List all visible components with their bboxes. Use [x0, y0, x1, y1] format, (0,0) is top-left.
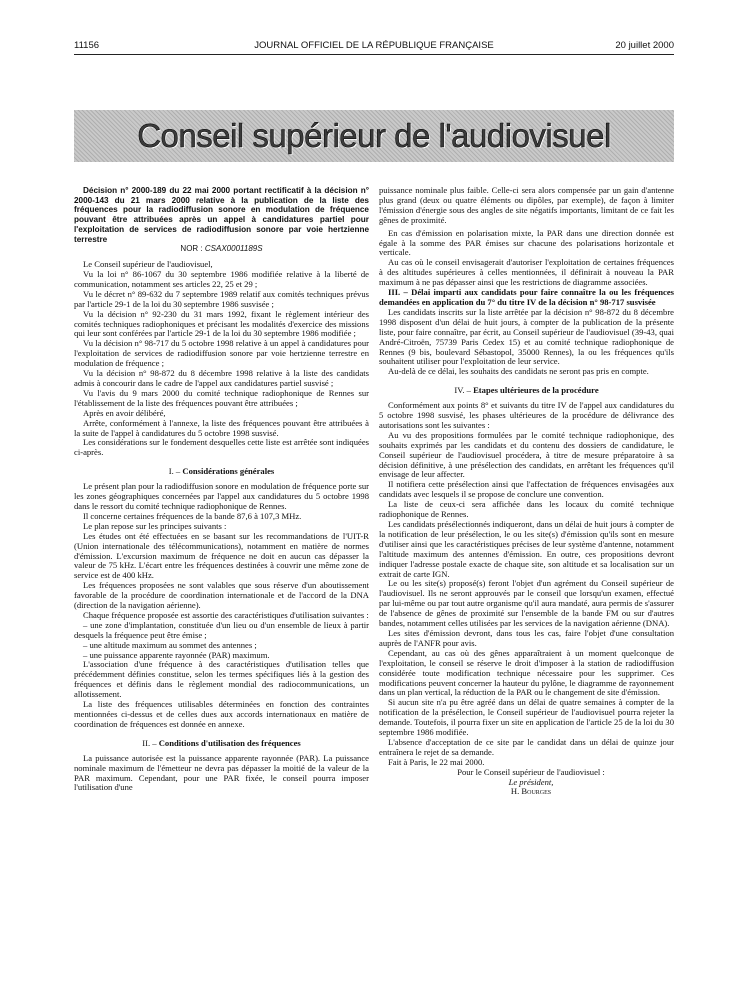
right-column — [379, 186, 674, 797]
paragraph: La liste de ceux-ci sera affichée dans les locaux du comité technique radiophonique de Rennes. — [379, 499, 674, 520]
paragraph: Vu la décision n° 98-872 du 8 décembre 1998 relative à la liste des candidats admis à concourir dans le cadre de l'appel aux candidatures partiel susvisé ; — [74, 368, 369, 388]
paragraph: Il notifiera cette présélection ainsi que l'affectation de fréquences envisagées aux candidats avec lesquels il se propose de conclure une convention. — [379, 479, 674, 500]
paragraph: Le Conseil supérieur de l'audiovisuel, — [83, 259, 213, 270]
paragraph: Les études ont été effectuées en se basant sur les recommandations de l'UIT-R (Union internationale des télécommunications), notamment en matière de normes d'émission. L'excursion maximum de fréquence ne doit en aucun cas dépasser la valeur de 75 kHz. L'écart entre les fréquences destinées à couvrir une même zone de service est de 400 kHz. — [74, 530, 369, 581]
section-number: II. – — [142, 737, 157, 748]
nor-code: CSAX0001189S — [204, 244, 263, 254]
section-heading-1 — [74, 467, 369, 477]
journal-title: JOURNAL OFFICIEL DE LA RÉPUBLIQUE FRANÇAISE — [254, 40, 494, 51]
left-column — [74, 186, 369, 793]
paragraph: Vu le décret n° 89-632 du 7 septembre 1989 relatif aux comités techniques prévus par l'article 29-1 de la loi du 30 septembre 1986 susvisée ; — [74, 288, 369, 309]
paragraph: La puissance autorisée est la puissance apparente rayonnée (PAR). La puissance nominale maximum de l'émetteur ne devra pas dépasser la moitié de la valeur de la PAR maximum. Cependant, pour une PAR fixée, le conseil pourra imposer l'utilisation d'une — [74, 752, 369, 793]
paragraph: Le présent plan pour la radiodiffusion sonore en modulation de fréquence porte sur les zones géographiques concernées par l'appel aux candidatures du 5 octobre 1998 dans le ressort du comité technique radiophonique de Rennes. — [74, 481, 369, 511]
section-title: Considérations générales — [182, 466, 275, 477]
section-title: Etapes ultérieures de la procédure — [473, 385, 599, 396]
paragraph: Il concerne certaines fréquences de la bande 87,6 à 107,3 MHz. — [83, 510, 302, 521]
paragraph: La liste des fréquences utilisables déterminées en fonction des contraintes mentionnées ci-dessus et de celles dues aux accords internationaux en matière de coordination de fréquences est donnée en annexe. — [74, 699, 369, 729]
paragraph: Vu l'avis du 9 mars 2000 du comité technique radiophonique de Rennes sur l'établissement de la liste des fréquences pouvant être attribuées ; — [74, 387, 369, 408]
signatory-role: Le président, — [508, 776, 554, 787]
paragraph: Arrête, conformément à l'annexe, la liste des fréquences pouvant être attribuées à la suite de l'appel à candidatures du 5 octobre 1998 susvisé. — [74, 417, 369, 438]
paragraph: L'absence d'acceptation de ce site par le candidat dans un délai de quinze jour entraînera le rejet de sa demande. — [379, 736, 674, 757]
list-item: – une puissance apparente rayonnée (PAR) maximum. — [83, 649, 270, 660]
paragraph: Les considérations sur le fondement desquelles cette liste est arrêtée sont indiquées ci-après. — [74, 437, 369, 458]
header-rule — [74, 54, 674, 55]
paragraph: Après en avoir délibéré, — [83, 407, 166, 418]
section-banner — [74, 110, 674, 162]
section-number: IV. – — [454, 385, 471, 396]
nor-label: NOR : — [180, 244, 203, 254]
section-title: Conditions d'utilisation des fréquences — [158, 737, 301, 748]
signatory-name: H. Bourges — [510, 786, 552, 797]
paragraph: Au-delà de ce délai, les souhaits des candidats ne seront pas pris en compte. — [388, 366, 649, 377]
paragraph: Les fréquences proposées ne sont valables que sous réserve d'un aboutissement favorable de la procédure de coordination internationale et de l'accord de la DNA (direction de la navigation aérienne). — [74, 580, 369, 611]
paragraph: Vu la loi n° 86-1067 du 30 septembre 1986 modifiée relative à la liberté de communication, notamment ses articles 22, 25 et 29 ; — [74, 269, 369, 289]
paragraph: Le plan repose sur les principes suivants : — [83, 520, 227, 531]
list-item: – une altitude maximum au sommet des antennes ; — [83, 639, 257, 650]
page-number: 11156 — [74, 40, 100, 51]
paragraph: Au cas où le conseil envisagerait d'autoriser l'exploitation de certaines fréquences à des altitudes supérieures à celles mentionnées, il définirait à nouveau la PAR maximum à ne pas dépasser ainsi que les restrictions de diagramme associées. — [379, 257, 674, 288]
section-heading-4 — [379, 386, 674, 396]
paragraph: Le ou les site(s) proposé(s) feront l'objet d'un agrément du Conseil supérieur de l'audiovisuel. Ils ne seront approuvés par le conseil que lorsqu'un examen, effectué par lui-même ou par tout autre organisme qu'il aura mandaté, aura permis de s'assurer de l'absence de gênes de proximité sur l'ensemble de la bande FM ou sur d'autres bandes, notamment celles utilisées par les services de la navigation aérienne (DNA). — [379, 578, 674, 629]
section-heading-3: III. – Délai imparti aux candidats pour faire connaître la ou les fréquences demandées en application du 7° du titre IV de la décision n° 98-717 susvisée — [379, 287, 674, 307]
paragraph: En cas d'émission en polarisation mixte, la PAR dans une direction donnée est égale à la somme des PAR émises sur chacune des polarisations horizontale et verticale. — [379, 227, 674, 258]
signature-line: Pour le Conseil supérieur de l'audiovisuel : — [457, 766, 605, 777]
paragraph: Conformément aux points 8° et suivants du titre IV de l'appel aux candidatures du 5 octobre 1998 susvisé, les phases ultérieures de la procédure de délivrance des autorisations sont les suivantes : — [379, 400, 674, 430]
paragraph: Les sites d'émission devront, dans tous les cas, faire l'objet d'une consultation auprès de l'ANFR pour avis. — [379, 627, 674, 648]
issue-date: 20 juillet 2000 — [615, 40, 674, 51]
list-item: – une zone d'implantation, constituée d'un lieu ou d'un ensemble de lieux à partir desquels la fréquence peut être émise ; — [74, 619, 369, 640]
banner-title: Conseil supérieur de l'audiovisuel — [137, 117, 611, 154]
section-number: I. – — [168, 466, 181, 477]
paragraph: Au vu des propositions formulées par le comité technique radiophonique, des souhaits exprimés par les candidats et du contenu des dossiers de candidature, le Conseil supérieur de l'audiovisuel procédera, à titre de mesure préparatoire à sa décision définitive, à une présélection des candidats, en arrêtant les fréquences qu'il envisage de leur affecter. — [379, 429, 674, 480]
paragraph: Si aucun site n'a pu être agréé dans un délai de quatre semaines à compter de la notification de la présélection, le Conseil supérieur de l'audiovisuel pourra rejeter la demande. Toutefois, il pourra fixer un site en application de l'article 25 de la loi du 30 septembre 1986 modifiée. — [379, 697, 674, 738]
signing-place-date: Fait à Paris, le 22 mai 2000. — [388, 756, 485, 767]
paragraph: Vu la décision n° 92-230 du 31 mars 1992, fixant le règlement intérieur des comités techniques radiophoniques et précisant les modalités d'exercice des missions qui leur sont conférées par l'article 29-1 de la loi du 30 septembre 1986 modifiée ; — [74, 308, 369, 339]
section-heading-2 — [74, 739, 369, 749]
paragraph: Les candidats inscrits sur la liste arrêtée par la décision n° 98-872 du 8 décembre 1998 disposent d'un délai de huit jours, à compter de la publication de la présente liste, pour faire connaître, par écrit, au Conseil supérieur de l'audiovisuel (39-43, quai André-Citroën, 75739 Paris Cedex 15) et au comité technique radiophonique de Rennes (9 bis, boulevard Sébastopol, 35000 Rennes), la ou les fréquences qu'ils souhaitent utiliser pour l'exploitation de leur service. — [379, 306, 674, 367]
page-header — [74, 40, 674, 54]
paragraph: Les candidats présélectionnés indiqueront, dans un délai de huit jours à compter de la notification de leur présélection, le ou les site(s) d'émission qu'ils sont en mesure d'utiliser ainsi que les caractéristiques précises de leur système d'antenne, notamment l'altitude maximum des antennes d'émission. En outre, ces propositions devront indiquer l'adresse postale exacte de chaque site, son altitude et sa localisation sur un extrait de carte IGN. — [379, 519, 674, 579]
paragraph: Vu la décision n° 98-717 du 5 octobre 1998 relative à un appel à candidatures pour l'exploitation de services de radiodiffusion sonore par voie hertzienne terrestre en modulation de fréquence ; — [74, 338, 369, 369]
paragraph: Cependant, au cas où des gênes apparaîtraient à un moment quelconque de l'exploitation, le conseil se réserve le droit d'imposer à la station de radiodiffusion considérée toute modification technique nécessaire pour les supprimer. Ces modifications peuvent concerner la hauteur du pylône, le diagramme de rayonnement dans un plan vertical, la réduction de la PAR ou le changement de site d'émission. — [379, 647, 674, 698]
nor-reference — [74, 244, 369, 254]
decision-title: Décision n° 2000-189 du 22 mai 2000 portant rectificatif à la décision n° 2000-143 du 21 mars 2000 relative à la publication de la liste des fréquences pour la radiodiffusion sonore en modulation de fréquence pouvant être attribuées après un appel à candidatures partiel pour l'exploitation de services de radiodiffusion sonore par voie hertzienne terrestre — [74, 186, 369, 244]
paragraph: Chaque fréquence proposée est assortie des caractéristiques d'utilisation suivantes : — [83, 609, 369, 620]
paragraph: L'association d'une fréquence à des caractéristiques d'utilisation telles que précédemment définies constitue, selon les termes spécifiques liés à la gestion des fréquences et définis dans le règlement mondial des radiocommunications, un allotissement. — [74, 659, 369, 700]
paragraph: puissance nominale plus faible. Celle-ci sera alors compensée par un gain d'antenne plus grand (deux ou quatre éléments ou dipôles, par exemple), de façon à limiter l'émission d'énergie sous des angles de site négatifs importants, limitant de ce fait les gênes de proximité. — [379, 185, 674, 225]
